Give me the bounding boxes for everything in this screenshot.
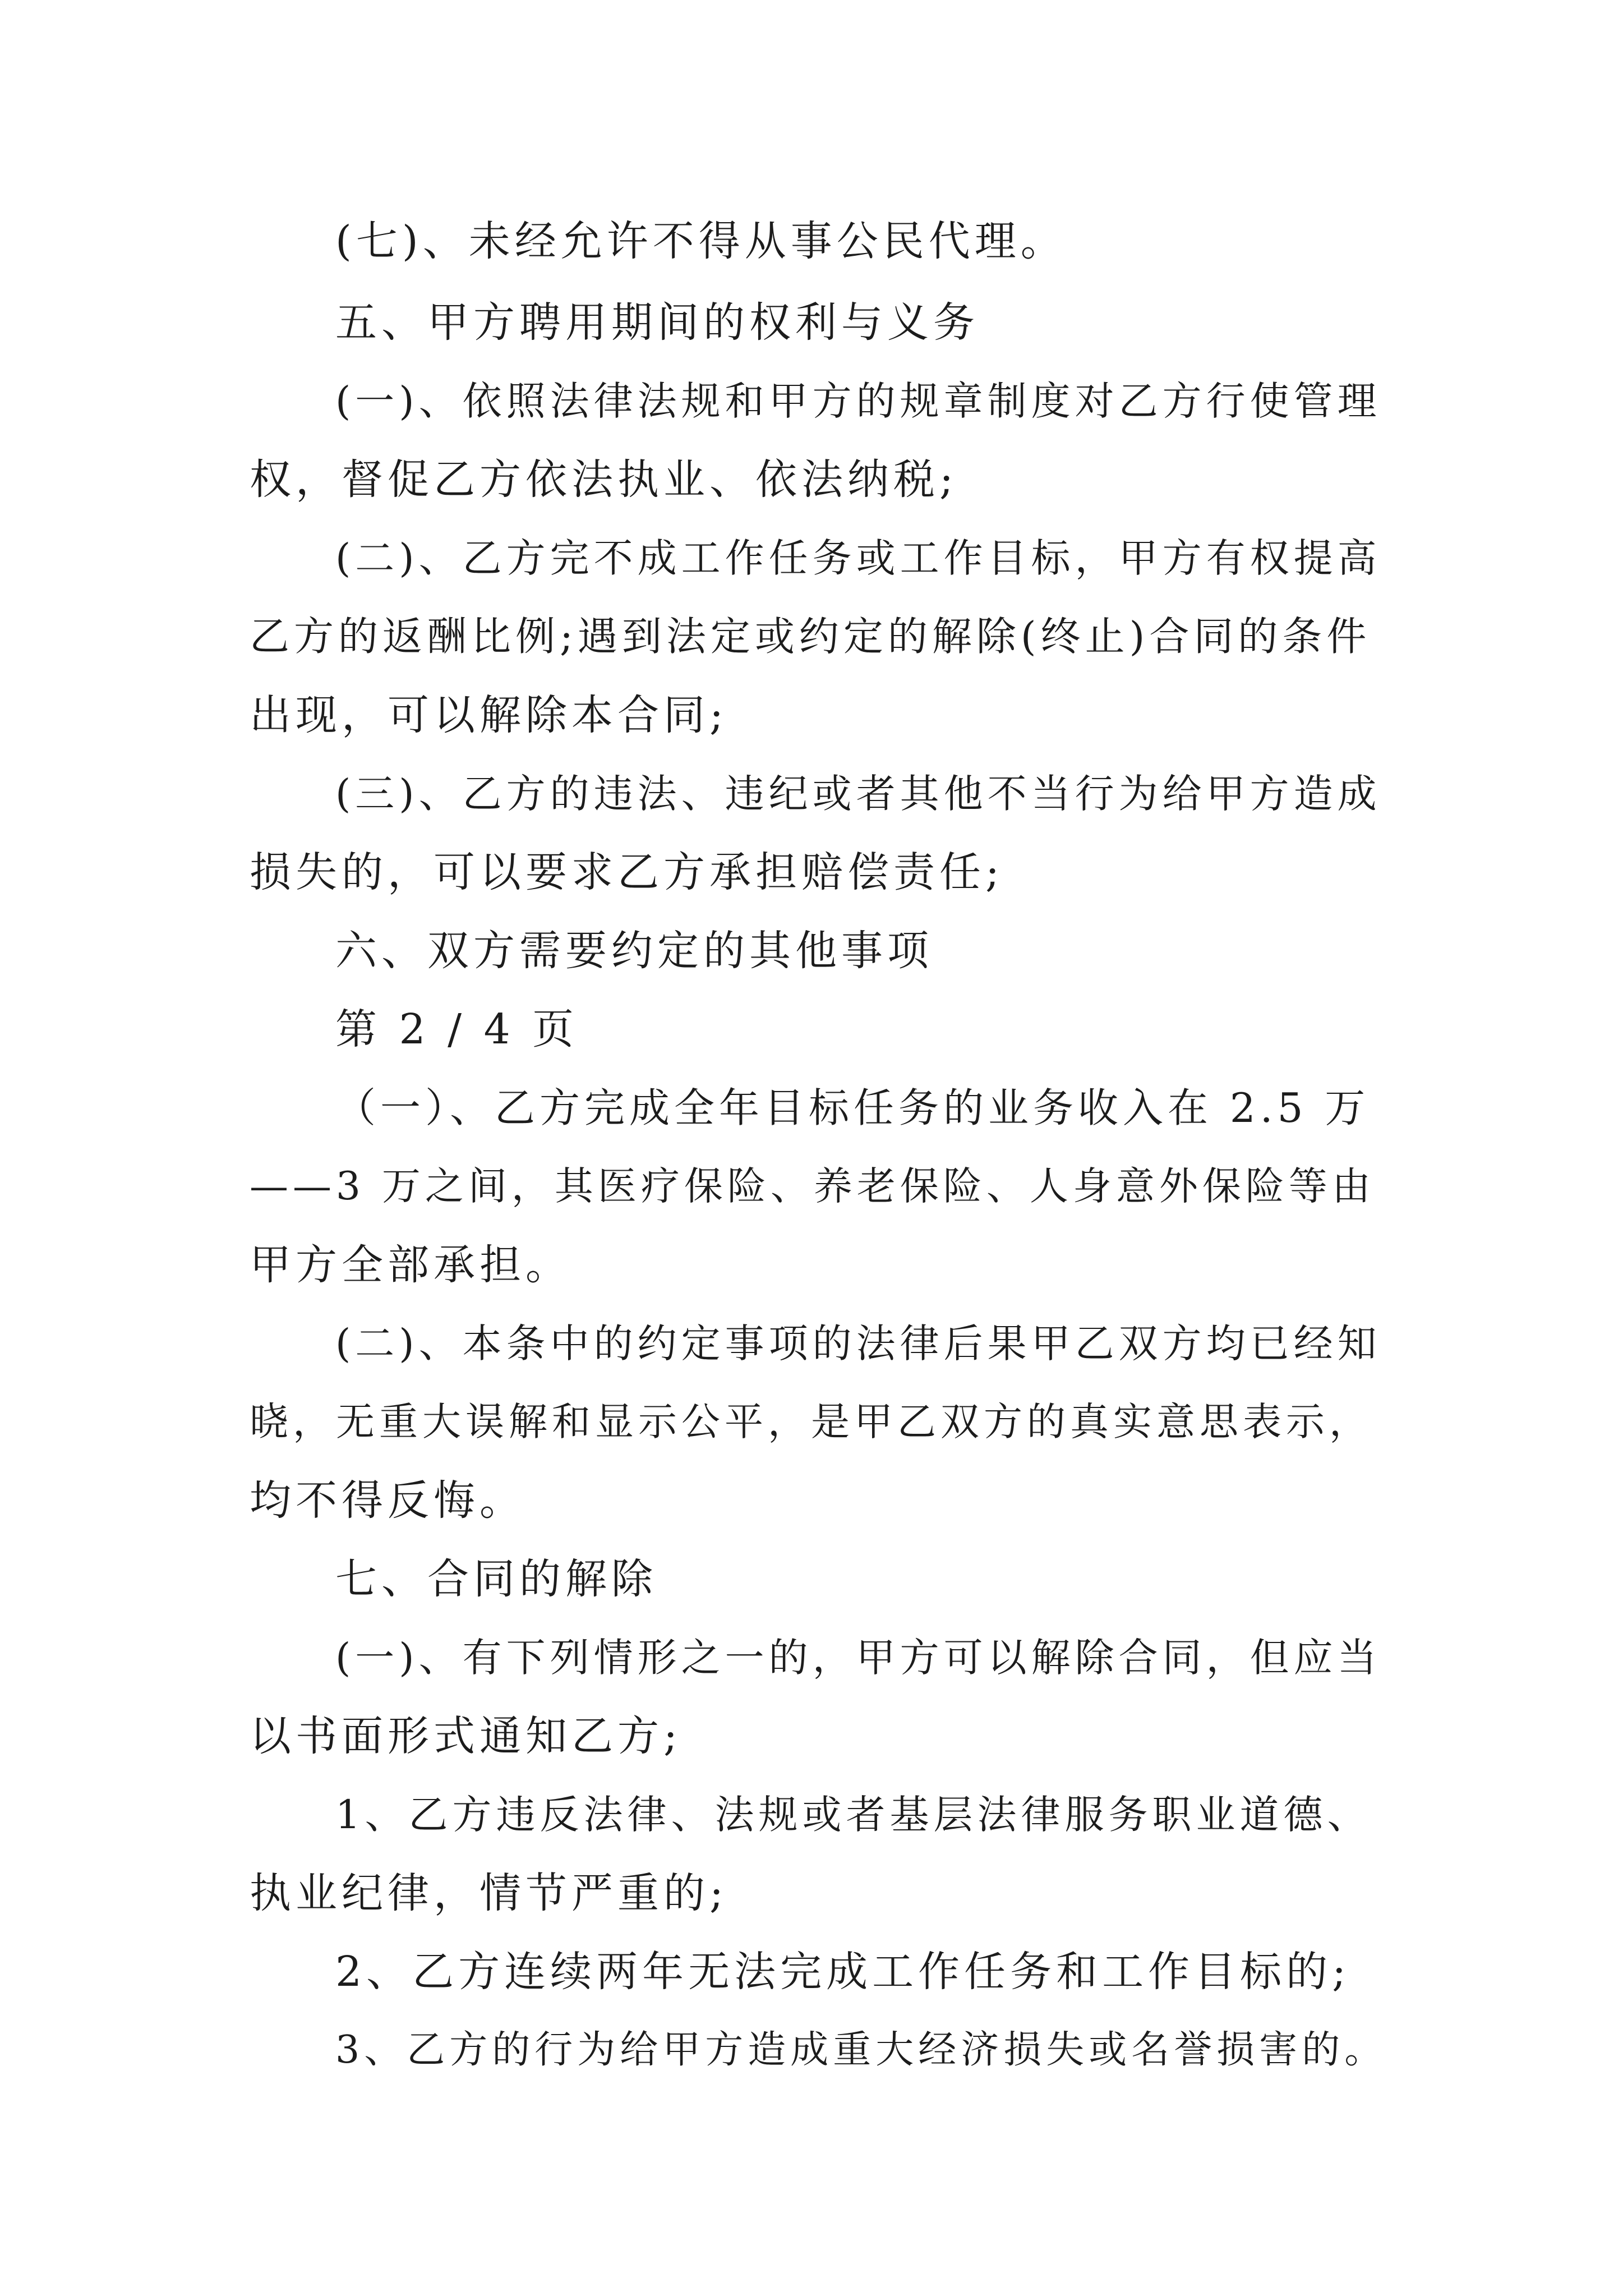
text-line: (一)、依照法律法规和甲方的规章制度对乙方行使管理 — [335, 378, 1381, 424]
text-line: 权，督促乙方依法执业、依法纳税; — [250, 455, 958, 504]
text-line: 3、乙方的行为给甲方造成重大经济损失或名誉损害的。 — [335, 2028, 1387, 2072]
text-line: 执业纪律，情节严重的; — [250, 1869, 728, 1917]
section-heading: 五、甲方聘用期间的权利与义务 — [335, 298, 979, 347]
text-line: 晓，无重大误解和显示公平，是甲乙双方的真实意思表示， — [250, 1400, 1372, 1444]
section-heading: 六、双方需要约定的其他事项 — [335, 927, 933, 975]
text-line: 均不得反悔。 — [250, 1476, 525, 1525]
text-line: (二)、乙方完不成工作任务或工作目标，甲方有权提高 — [335, 535, 1381, 581]
section-heading: 七、合同的解除 — [335, 1555, 657, 1603]
text-line: 以书面形式通知乙方; — [250, 1712, 682, 1760]
text-line: 出现，可以解除本合同; — [250, 691, 728, 739]
text-line: 甲方全部承担。 — [250, 1241, 571, 1289]
text-line: 乙方的返酬比例;遇到法定或约定的解除(终止)合同的条件 — [250, 613, 1371, 660]
text-line: (一)、有下列情形之一的，甲方可以解除合同，但应当 — [335, 1635, 1381, 1681]
text-line: ——3 万之间，其医疗保险、养老保险、人身意外保险等由 — [250, 1164, 1375, 1209]
text-line: 损失的，可以要求乙方承担赔偿责任; — [250, 848, 1004, 896]
page-number: 第 2 / 4 页 — [335, 1005, 579, 1053]
text-line: （一）、乙方完成全年目标任务的业务收入在 2.5 万 — [335, 1084, 1370, 1131]
text-line: 1、乙方违反法律、法规或者基层法律服务职业道德、 — [335, 1792, 1371, 1838]
text-line: 2、乙方连续两年无法完成工作任务和工作目标的; — [335, 1948, 1351, 1996]
text-line: (七)、未经允许不得从事公民代理。 — [335, 217, 1067, 265]
text-line: (三)、乙方的违法、违纪或者其他不当行为给甲方造成 — [335, 771, 1381, 817]
text-line: (二)、本条中的约定事项的法律后果甲乙双方均已经知 — [335, 1320, 1381, 1366]
